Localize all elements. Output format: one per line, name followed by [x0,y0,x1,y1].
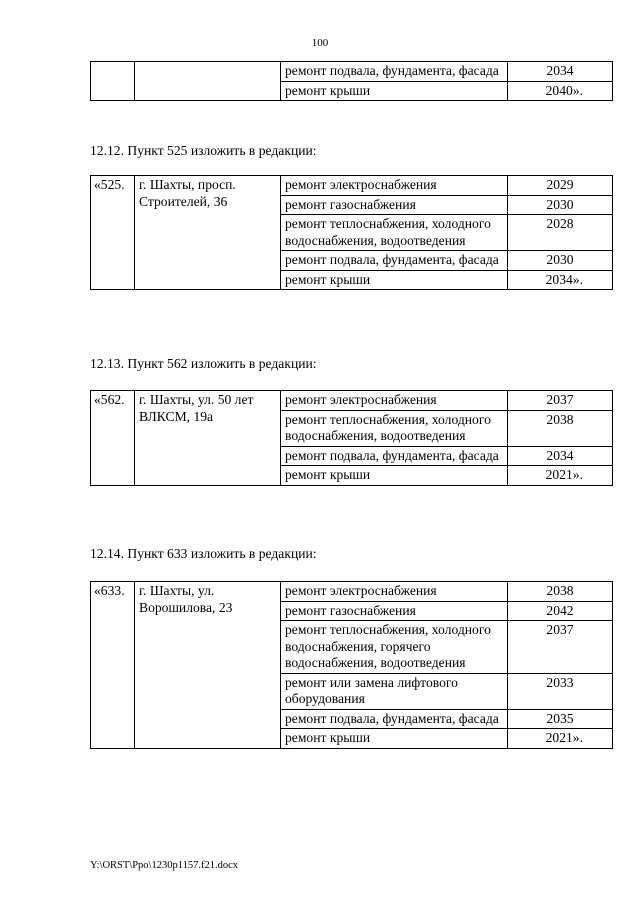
table-row [91,582,613,602]
address-cell: г. Шахты, ул. Ворошилова, 23 [135,582,281,749]
year-cell: 2038 [508,410,613,446]
work-cell: ремонт теплоснабжения, холодного водоснабжения, водоотведения [281,410,508,446]
work-cell: ремонт крыши [281,270,508,290]
work-cell: ремонт газоснабжения [281,601,508,621]
year-cell: 2035 [508,709,613,729]
work-cell: ремонт теплоснабжения, холодного водоснабжения, водоотведения [281,215,508,251]
address-cell: г. Шахты, ул. 50 лет ВЛКСМ, 19а [135,391,281,486]
work-cell: ремонт подвала, фундамента, фасада [281,62,508,82]
year-cell: 2042 [508,601,613,621]
section-heading: 12.13. Пункт 562 изложить в редакции: [90,356,317,371]
number-cell: «562. [91,391,135,486]
year-cell: 2040». [508,81,613,101]
item-table-562 [90,390,613,486]
year-cell: 2034». [508,270,613,290]
work-cell: ремонт крыши [281,466,508,486]
year-cell: 2038 [508,582,613,602]
year-cell: 2037 [508,391,613,411]
number-cell: «525. [91,176,135,290]
work-cell: ремонт или замена лифтового оборудования [281,673,508,709]
page-number: 100 [311,37,329,49]
item-table-525 [90,175,613,290]
work-cell: ремонт электроснабжения [281,391,508,411]
item-table-633 [90,581,613,749]
table-row [91,391,613,411]
year-cell: 2037 [508,621,613,674]
work-cell: ремонт электроснабжения [281,582,508,602]
number-cell: «633. [91,582,135,749]
file-path-footer: Y:\ORST\Ppo\1230p1157.f21.docx [90,860,238,871]
year-cell: 2034 [508,446,613,466]
year-cell: 2028 [508,215,613,251]
year-cell: 2034 [508,62,613,82]
work-cell: ремонт крыши [281,81,508,101]
address-cell: г. Шахты, просп. Строителей, 36 [135,176,281,290]
work-cell: ремонт подвала, фундамента, фасада [281,251,508,271]
year-cell: 2021». [508,729,613,749]
year-cell: 2030 [508,251,613,271]
work-cell: ремонт крыши [281,729,508,749]
work-cell: ремонт электроснабжения [281,176,508,196]
work-cell: ремонт теплоснабжения, холодного водоснабжения, горячего водоснабжения, водоотведения [281,621,508,674]
work-cell: ремонт подвала, фундамента, фасада [281,446,508,466]
address-cell [135,62,281,101]
number-cell [91,62,135,101]
year-cell: 2030 [508,195,613,215]
section-heading: 12.14. Пункт 633 изложить в редакции: [90,546,317,561]
year-cell: 2021». [508,466,613,486]
table-row [91,176,613,196]
year-cell: 2029 [508,176,613,196]
continuation-table [90,61,613,101]
section-heading: 12.12. Пункт 525 изложить в редакции: [90,143,317,158]
work-cell: ремонт подвала, фундамента, фасада [281,709,508,729]
work-cell: ремонт газоснабжения [281,195,508,215]
table-row [91,62,613,82]
year-cell: 2033 [508,673,613,709]
